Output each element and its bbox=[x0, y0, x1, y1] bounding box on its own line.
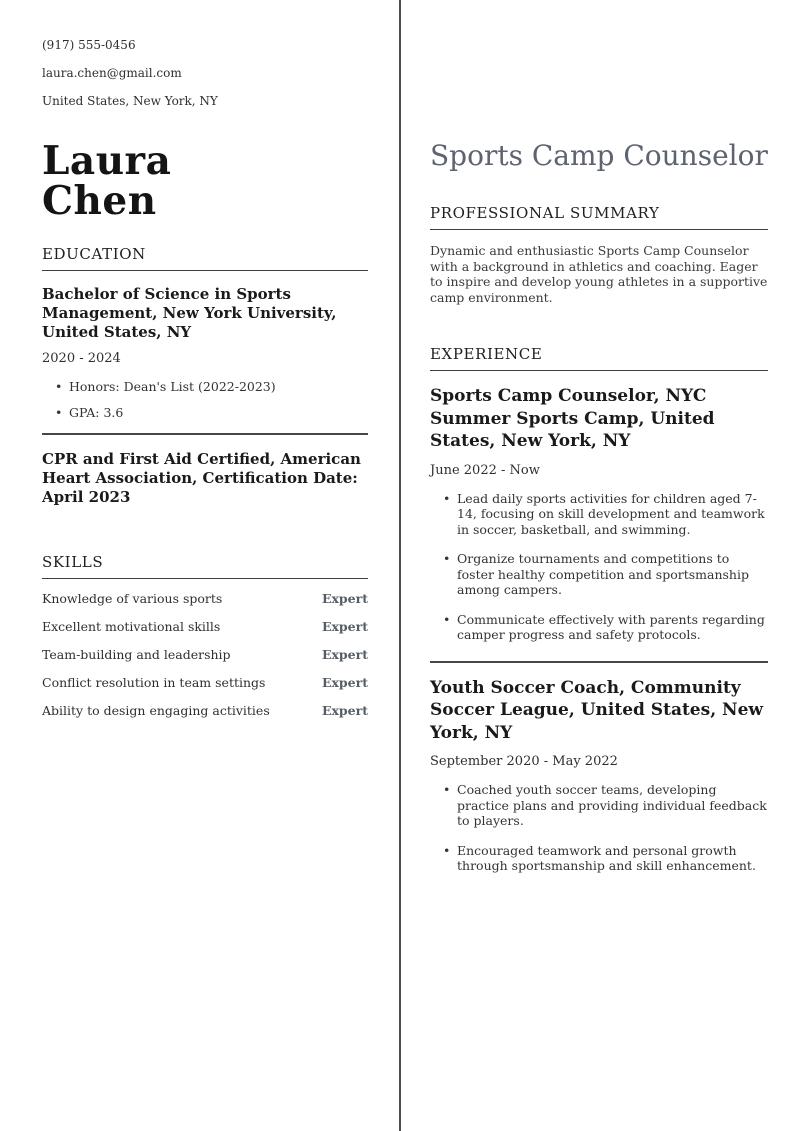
job-bullets bbox=[430, 491, 768, 643]
experience-entry bbox=[430, 677, 768, 874]
candidate-first-name: Laura bbox=[42, 138, 172, 184]
skill-level: Expert bbox=[321, 675, 368, 690]
skill-level: Expert bbox=[321, 591, 368, 606]
skill-row bbox=[42, 619, 368, 635]
left-column bbox=[42, 0, 368, 719]
skill-name: Knowledge of various sports bbox=[42, 591, 223, 606]
skill-name: Conflict resolution in team settings bbox=[42, 675, 266, 690]
job-title: Sports Camp Counselor, NYC Summer Sports Camp, United States, New York, NY bbox=[430, 386, 715, 451]
job-dates: September 2020 - May 2022 bbox=[430, 754, 618, 769]
education-dates: 2020 - 2024 bbox=[42, 351, 121, 366]
education-bullet: • Honors: Dean's List (2022-2023) bbox=[42, 379, 368, 395]
job-bullet: • Encouraged teamwork and personal growth through sportsmanship and skill enhancement. bbox=[430, 843, 768, 874]
education-heading: EDUCATION bbox=[42, 245, 368, 271]
resume-job-title: Sports Camp Counselor bbox=[430, 139, 768, 172]
experience-entry bbox=[430, 385, 768, 643]
skill-name: Excellent motivational skills bbox=[42, 619, 221, 634]
summary-text: Dynamic and enthusiastic Sports Camp Counselor with a background in athletics and coaching. Eager to inspire and develop young athletes in a supportive camp environment. bbox=[430, 243, 768, 305]
candidate-last-name: Chen bbox=[42, 178, 157, 224]
job-bullet: • Coached youth soccer teams, developing practice plans and providing individual feedback to players. bbox=[430, 782, 768, 829]
experience-separator bbox=[430, 661, 768, 663]
education-bullets bbox=[42, 379, 368, 421]
skill-level: Expert bbox=[321, 703, 368, 718]
skill-row bbox=[42, 591, 368, 607]
contact-email: laura.chen@gmail.com bbox=[42, 66, 182, 80]
candidate-name bbox=[42, 138, 368, 224]
right-column bbox=[430, 0, 768, 888]
skills-list bbox=[42, 591, 368, 719]
skill-name: Team-building and leadership bbox=[42, 647, 231, 662]
skill-name: Ability to design engaging activities bbox=[42, 703, 270, 718]
job-dates: June 2022 - Now bbox=[430, 462, 540, 478]
skill-row bbox=[42, 675, 368, 691]
job-bullet: • Communicate effectively with parents regarding camper progress and safety protocols. bbox=[430, 612, 768, 643]
skill-level: Expert bbox=[321, 619, 368, 634]
certification-text: CPR and First Aid Certified, American Heart Association, Certification Date: April 2023 bbox=[42, 450, 361, 506]
education-bullet: • GPA: 3.6 bbox=[42, 405, 368, 421]
summary-heading: PROFESSIONAL SUMMARY bbox=[430, 204, 768, 230]
job-bullet: • Organize tournaments and competitions to foster healthy competition and sportsmanship among campers. bbox=[430, 551, 768, 598]
job-bullets bbox=[430, 782, 768, 874]
contact-phone: (917) 555-0456 bbox=[42, 38, 136, 52]
experience-heading: EXPERIENCE bbox=[430, 345, 768, 371]
education-degree: Bachelor of Science in Sports Management, New York University, United States, NY bbox=[42, 285, 337, 341]
certification-separator bbox=[42, 433, 368, 435]
job-bullet: • Lead daily sports activities for children aged 7-14, focusing on skill development and teamwork in soccer, basketball, and swimming. bbox=[430, 491, 768, 538]
contact-location: United States, New York, NY bbox=[42, 94, 218, 108]
contact-block bbox=[42, 37, 368, 109]
skill-row bbox=[42, 647, 368, 663]
skill-row bbox=[42, 703, 368, 719]
job-title: Youth Soccer Coach, Community Soccer League, United States, New York, NY bbox=[430, 677, 764, 743]
column-divider bbox=[399, 0, 401, 1131]
skill-level: Expert bbox=[321, 647, 368, 662]
skills-heading: SKILLS bbox=[42, 553, 368, 579]
